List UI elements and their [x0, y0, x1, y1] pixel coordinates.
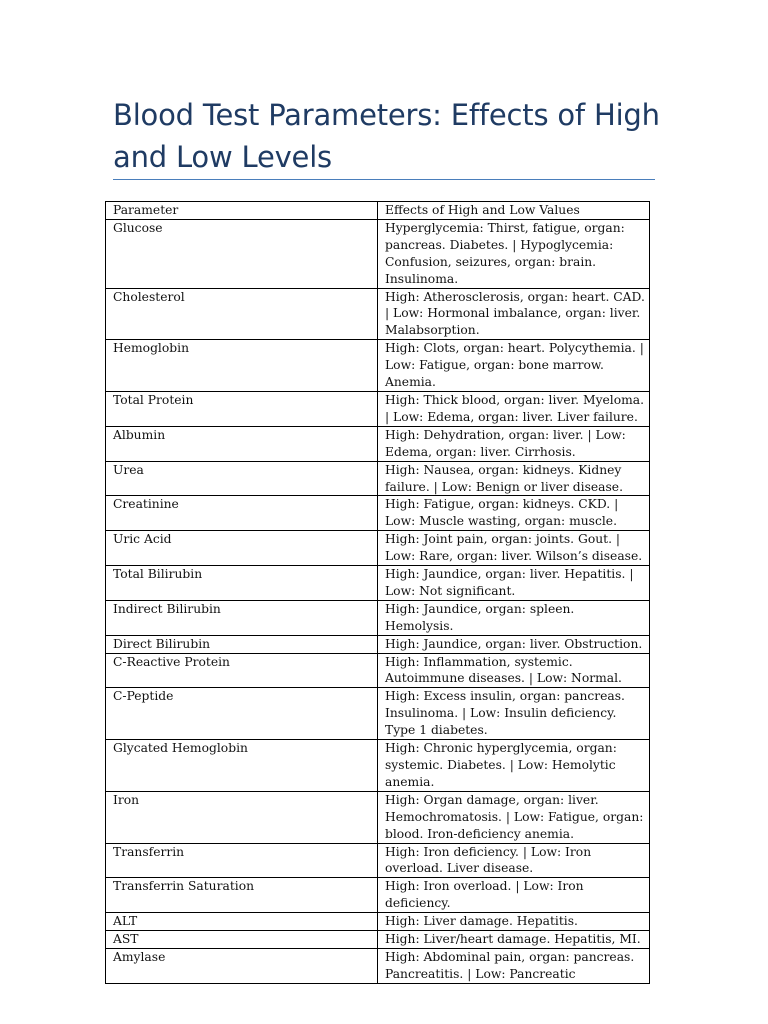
table-body [106, 219, 650, 983]
parameter-cell: Cholesterol [106, 288, 378, 340]
effects-cell: High: Jaundice, organ: liver. Hepatitis. | Low: Not significant. [378, 566, 650, 601]
parameter-cell: Albumin [106, 426, 378, 461]
table-row [106, 461, 650, 496]
table-row [106, 878, 650, 913]
column-header-parameter: Parameter [106, 202, 378, 220]
table-row [106, 653, 650, 688]
parameter-cell: Urea [106, 461, 378, 496]
table-row [106, 931, 650, 949]
parameter-cell: Glucose [106, 219, 378, 288]
effects-cell: High: Liver/heart damage. Hepatitis, MI. [378, 931, 650, 949]
table-row [106, 496, 650, 531]
effects-cell: High: Fatigue, organ: kidneys. CKD. | Low: Muscle wasting, organ: muscle. [378, 496, 650, 531]
parameter-cell: AST [106, 931, 378, 949]
parameter-cell: Transferrin [106, 843, 378, 878]
parameter-cell: Hemoglobin [106, 340, 378, 392]
parameter-cell: ALT [106, 913, 378, 931]
table-row [106, 791, 650, 843]
parameter-cell: Iron [106, 791, 378, 843]
table-row [106, 426, 650, 461]
effects-cell: High: Iron overload. | Low: Iron deficiency. [378, 878, 650, 913]
parameter-cell: Transferrin Saturation [106, 878, 378, 913]
parameter-cell: Total Bilirubin [106, 566, 378, 601]
effects-cell: High: Liver damage. Hepatitis. [378, 913, 650, 931]
parameter-cell: Glycated Hemoglobin [106, 740, 378, 792]
effects-cell: High: Abdominal pain, organ: pancreas. Pancreatitis. | Low: Pancreatic [378, 948, 650, 983]
table-row [106, 288, 650, 340]
effects-cell: High: Dehydration, organ: liver. | Low: Edema, organ: liver. Cirrhosis. [378, 426, 650, 461]
parameter-cell: Amylase [106, 948, 378, 983]
effects-cell: High: Joint pain, organ: joints. Gout. | Low: Rare, organ: liver. Wilson’s disease. [378, 531, 650, 566]
table-row [106, 340, 650, 392]
table-header [106, 202, 650, 220]
effects-cell: Hyperglycemia: Thirst, fatigue, organ: pancreas. Diabetes. | Hypoglycemia: Confusion, seizures, organ: brain. Insulinoma. [378, 219, 650, 288]
effects-cell: High: Clots, organ: heart. Polycythemia. | Low: Fatigue, organ: bone marrow. Anemia. [378, 340, 650, 392]
effects-cell: High: Iron deficiency. | Low: Iron overload. Liver disease. [378, 843, 650, 878]
blood-test-table [105, 201, 650, 984]
effects-cell: High: Nausea, organ: kidneys. Kidney failure. | Low: Benign or liver disease. [378, 461, 650, 496]
effects-cell: High: Organ damage, organ: liver. Hemochromatosis. | Low: Fatigue, organ: blood. Iron-deficiency anemia. [378, 791, 650, 843]
parameter-cell: Uric Acid [106, 531, 378, 566]
table-row [106, 219, 650, 288]
parameter-cell: C-Peptide [106, 688, 378, 740]
effects-cell: High: Excess insulin, organ: pancreas. Insulinoma. | Low: Insulin deficiency. Type 1 diabetes. [378, 688, 650, 740]
table-row [106, 948, 650, 983]
parameter-cell: Creatinine [106, 496, 378, 531]
effects-cell: High: Thick blood, organ: liver. Myeloma. | Low: Edema, organ: liver. Liver failure. [378, 391, 650, 426]
table-row [106, 913, 650, 931]
effects-cell: High: Jaundice, organ: spleen. Hemolysis. [378, 600, 650, 635]
table-row [106, 740, 650, 792]
parameter-cell: Indirect Bilirubin [106, 600, 378, 635]
document-title: Blood Test Parameters: Effects of High and Low Levels [113, 98, 660, 174]
effects-cell: High: Inflammation, systemic. Autoimmune diseases. | Low: Normal. [378, 653, 650, 688]
table-row [106, 531, 650, 566]
table-row [106, 391, 650, 426]
table-row [106, 600, 650, 635]
table-header-row [106, 202, 650, 220]
effects-cell: High: Jaundice, organ: liver. Obstruction. [378, 635, 650, 653]
table-row [106, 635, 650, 653]
table-row [106, 688, 650, 740]
parameter-cell: Direct Bilirubin [106, 635, 378, 653]
parameter-cell: C-Reactive Protein [106, 653, 378, 688]
effects-cell: High: Chronic hyperglycemia, organ: systemic. Diabetes. | Low: Hemolytic anemia. [378, 740, 650, 792]
parameter-cell: Total Protein [106, 391, 378, 426]
title-underline-rule [113, 179, 655, 180]
column-header-effects: Effects of High and Low Values [378, 202, 650, 220]
effects-cell: High: Atherosclerosis, organ: heart. CAD. | Low: Hormonal imbalance, organ: liver. Malabsorption. [378, 288, 650, 340]
table-row [106, 566, 650, 601]
table-row [106, 843, 650, 878]
